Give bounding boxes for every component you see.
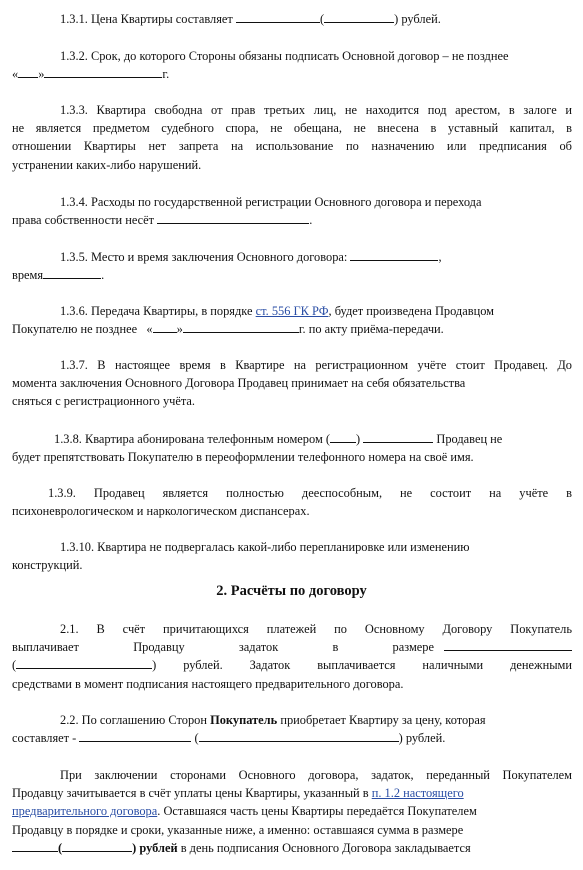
clause-text: приобретает Квартиру за цену, которая bbox=[280, 713, 486, 727]
clause-text: ) рублей. bbox=[398, 731, 446, 746]
law-link[interactable]: ст. 556 ГК РФ bbox=[255, 304, 329, 318]
clause-text: момента заключения Основного Договора Продавец принимает на себя обязательства bbox=[12, 376, 466, 391]
clause-text: 1.3.8. Квартира абонирована телефонным номером ( bbox=[54, 432, 331, 446]
clause-text: ) рублей. Задаток выплачивается наличными денежными bbox=[152, 658, 572, 673]
quote: « bbox=[146, 322, 153, 337]
clause-2-3 bbox=[12, 766, 572, 857]
blank-remaining-amount bbox=[12, 840, 58, 852]
clause-text: Покупателю не позднее bbox=[12, 322, 138, 337]
clause-text: . Оставшаяся часть цены Квартиры передаётся Покупателем bbox=[157, 804, 477, 819]
blank-remaining-words bbox=[62, 840, 132, 852]
clause-text: Продавцу в порядке и сроки, указанные ниже, а именно: оставшаяся сумма в размере bbox=[12, 822, 464, 837]
clause-1-3-10 bbox=[12, 538, 572, 574]
clause-text: 1.3.6. Передача Квартиры, в порядке bbox=[60, 304, 253, 318]
clause-text: права собственности несёт bbox=[12, 213, 155, 228]
bold-term: ) рублей bbox=[132, 840, 178, 855]
blank-total-price bbox=[79, 730, 191, 742]
blank-place bbox=[350, 249, 438, 261]
comma: , bbox=[438, 250, 442, 264]
clause-text: 1.3.4. Расходы по государственной регистрации Основного договора и перехода bbox=[60, 195, 482, 209]
contract-link[interactable]: предварительного договора bbox=[12, 804, 158, 819]
clause-text: не является предметом судебного спора, не обещана, не внесена в уставный капитал, в bbox=[12, 121, 572, 136]
clause-text: составляет - bbox=[12, 731, 77, 746]
clause-2-1 bbox=[12, 620, 572, 693]
clause-text: время bbox=[12, 268, 44, 283]
clause-text: 2.2. По соглашению Сторон bbox=[60, 713, 207, 727]
blank-phone-number bbox=[363, 431, 433, 443]
blank-month-year bbox=[44, 66, 162, 78]
clause-1-3-9 bbox=[12, 484, 572, 520]
blank-month-year bbox=[183, 321, 299, 333]
clause-text: 1.3.10. Квартира не подвергалась какой-либо перепланировке или изменению bbox=[60, 540, 470, 554]
clause-2-2 bbox=[12, 711, 572, 747]
clause-1-3-5 bbox=[12, 248, 572, 284]
clause-text: устранении каких-либо нарушений. bbox=[12, 157, 202, 172]
clause-1-3-7 bbox=[12, 356, 572, 411]
bracket: ( bbox=[12, 658, 17, 673]
blank-price-words bbox=[324, 11, 394, 23]
clause-text: 1.3.7. В настоящее время в Квартире на регистрационном учёте стоит Продавец. До bbox=[60, 358, 572, 372]
clause-text: 1.3.3. Квартира свободна от прав третьих лиц, не находится под арестом, в залоге и bbox=[60, 103, 572, 117]
clause-1-3-6 bbox=[12, 302, 572, 338]
clause-text: в день подписания Основного Договора закладывается bbox=[180, 840, 471, 855]
quote: » bbox=[176, 322, 183, 337]
blank-total-price-words bbox=[199, 730, 399, 742]
clause-1-3-2 bbox=[12, 47, 572, 83]
clause-1-3-8 bbox=[12, 430, 572, 466]
bracket: ( bbox=[194, 731, 199, 746]
bracket: ( bbox=[319, 12, 325, 26]
blank-payer bbox=[157, 212, 309, 224]
blank-day bbox=[18, 66, 38, 78]
period: . bbox=[309, 213, 313, 228]
clause-text: психоневрологическом и наркологическом диспансерах. bbox=[12, 504, 310, 519]
clause-text: 2.1. В счёт причитающихся платежей по Основному Договору Покупатель bbox=[60, 622, 572, 636]
contract-link[interactable]: п. 1.2 настоящего bbox=[371, 786, 464, 801]
bracket: ( bbox=[58, 840, 63, 855]
clause-text: 1.3.2. Срок, до которого Стороны обязаны подписать Основной договор – не позднее bbox=[60, 49, 509, 63]
clause-text: При заключении сторонами Основного договора, задаток, переданный Покупателем bbox=[60, 768, 572, 782]
clause-text: Продавцу зачитывается в счёт уплаты цены Квартиры, указанный в bbox=[12, 786, 369, 801]
clause-text: 1.3.9. Продавец является полностью дееспособным, не состоит на учёте в bbox=[48, 486, 572, 500]
clause-text: будет препятствовать Покупателю в переоформлении телефонного номера на своё имя. bbox=[12, 450, 474, 465]
clause-1-3-1 bbox=[12, 10, 572, 28]
blank-deposit-amount bbox=[444, 639, 572, 651]
blank-phone-code bbox=[330, 431, 356, 443]
section-heading: 2. Расчёты по договору bbox=[216, 583, 367, 599]
clause-text: Продавец не bbox=[436, 432, 503, 446]
clause-text: г. по акту приёма-передачи. bbox=[298, 322, 444, 337]
quote: « bbox=[12, 67, 19, 82]
clause-1-3-3 bbox=[12, 101, 572, 174]
clause-1-3-4 bbox=[12, 193, 572, 229]
period: . bbox=[101, 268, 105, 283]
clause-text: 1.3.1. Цена Квартиры составляет bbox=[60, 12, 233, 26]
clause-text: , будет произведена Продавцом bbox=[328, 304, 495, 318]
blank-day bbox=[153, 321, 177, 333]
blank-time bbox=[43, 267, 101, 279]
clause-text: отношении Квартиры нет запрета на использование по назначению или предписания об bbox=[12, 139, 572, 154]
blank-deposit-words bbox=[16, 657, 152, 669]
quote: » bbox=[38, 67, 45, 82]
clause-text: конструкций. bbox=[12, 558, 83, 573]
bracket: ) bbox=[356, 432, 361, 446]
clause-text: средствами в момент подписания настоящего предварительного договора. bbox=[12, 676, 404, 691]
clause-text: сняться с регистрационного учёта. bbox=[12, 394, 196, 409]
clause-text: 1.3.5. Место и время заключения Основного договора: bbox=[60, 250, 348, 264]
blank-price bbox=[236, 11, 320, 23]
bold-term: Покупатель bbox=[210, 713, 278, 727]
clause-text: г. bbox=[162, 67, 170, 82]
clause-text: ) рублей. bbox=[394, 12, 441, 26]
clause-text: выплачивает Продавцу задаток в размере bbox=[12, 640, 434, 655]
